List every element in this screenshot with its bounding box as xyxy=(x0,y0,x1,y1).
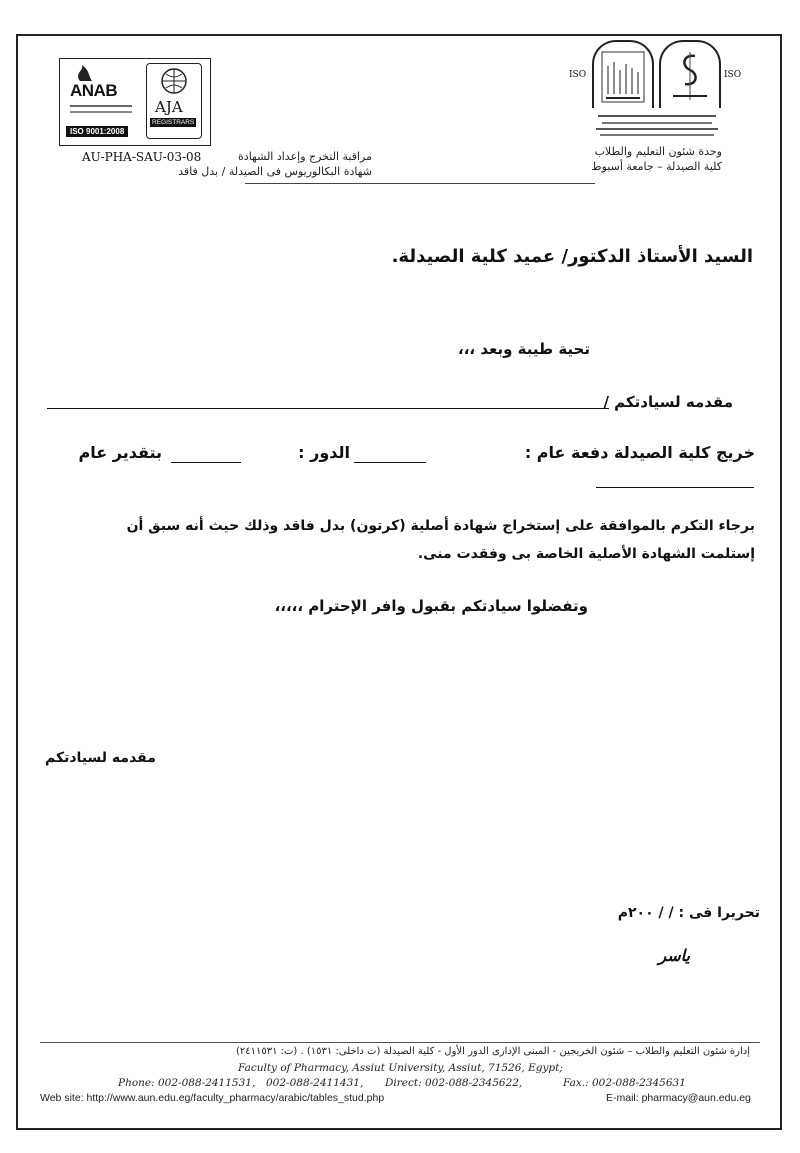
header-divider xyxy=(245,183,595,184)
anab-logo-text: ANAB xyxy=(70,81,118,100)
pharmacy-faculty-logo xyxy=(659,40,721,108)
author-name: ياسر xyxy=(658,946,690,965)
round-label: الدور : xyxy=(298,443,350,462)
iso-label-left: ISO xyxy=(569,70,587,80)
anab-rule-2 xyxy=(70,111,132,113)
globe-icon xyxy=(148,66,200,96)
iso-label-right: ISO xyxy=(724,70,742,80)
footer-fax: Fax.: 002-088-2345631 xyxy=(563,1077,686,1089)
accreditation-fine-print xyxy=(592,110,722,144)
pharmacy-emblem-icon xyxy=(661,42,719,106)
university-seal-logo xyxy=(592,40,654,108)
name-blank-line xyxy=(47,408,609,409)
aja-registrars-text: REGISTRARS xyxy=(152,119,195,126)
year-blank-line xyxy=(354,462,426,463)
certification-logos xyxy=(59,58,211,146)
header-title-line2: شهادة البكالوريوس فى الصيدلة / بدل فاقد xyxy=(178,165,372,178)
header-title-line1: مراقبة التخرج وإعداد الشهادة xyxy=(238,150,372,163)
faculty-name: كلية الصيدلة – جامعة أسيوط xyxy=(591,160,722,173)
aja-logo-text: AJA xyxy=(155,98,183,116)
university-seal-icon xyxy=(594,42,652,106)
date-label: تحريرا فى : / / ٢٠٠م xyxy=(617,905,760,921)
department-name: وحدة شئون التعليم والطلاب xyxy=(594,145,722,158)
request-body-line1: برجاء التكرم بالموافقة على إستخراج شهادة أصلية (كرتون) بدل فاقد وذلك حيث أنه سبق أن xyxy=(126,518,755,534)
aja-registrars-logo xyxy=(146,63,202,139)
graduate-label: خريج كلية الصيدلة دفعة عام : xyxy=(524,443,755,462)
iso-certificate-badge: ISO 9001:2008 xyxy=(66,126,128,137)
footer-phone-2: 002-088-2411431, xyxy=(266,1077,364,1089)
grade-label: بتقدير عام xyxy=(78,443,162,462)
form-code: AU-PHA-SAU-03-08 xyxy=(82,150,202,164)
closing-line: وتفضلوا سيادتكم بقبول وافر الإحترام ،،،،، xyxy=(274,597,588,615)
signature-label: مقدمه لسيادتكم xyxy=(45,750,156,766)
footer-arabic-address: إدارة شئون التعليم والطلاب – شئون الخريجين - المبنى الإدارى الدور الأول - كلية الصيدلة (ت داخلى: ١٥٣١) . (ت: ٢٤١١٥٣١) xyxy=(235,1046,750,1057)
grade-blank-line xyxy=(596,487,754,488)
anab-flame-icon xyxy=(74,65,86,79)
footer-email-link[interactable]: E-mail: pharmacy@aun.edu.eg xyxy=(606,1092,751,1104)
letter-addressee: السيد الأستاذ الدكتور/ عميد كلية الصيدلة. xyxy=(391,246,753,267)
footer-website-link[interactable]: Web site: http://www.aun.edu.eg/faculty_pharmacy/arabic/tables_stud.php xyxy=(40,1092,385,1104)
round-blank-line xyxy=(171,462,241,463)
request-body-line2: إستلمت الشهادة الأصلية الخاصة بى وفقدت منى. xyxy=(417,546,755,562)
submitted-by-label: مقدمه لسيادتكم / xyxy=(603,393,733,411)
footer-divider xyxy=(40,1042,760,1043)
page-frame xyxy=(16,34,782,1130)
anab-rule xyxy=(70,105,132,107)
footer-direct-phone: Direct: 002-088-2345622, xyxy=(385,1077,523,1089)
footer-phone: Phone: 002-088-2411531, xyxy=(118,1077,256,1089)
letter-greeting: تحية طيبة وبعد ،،، xyxy=(458,340,590,358)
footer-english-address: Faculty of Pharmacy, Assiut University, Assiut, 71526, Egypt; xyxy=(238,1062,563,1074)
